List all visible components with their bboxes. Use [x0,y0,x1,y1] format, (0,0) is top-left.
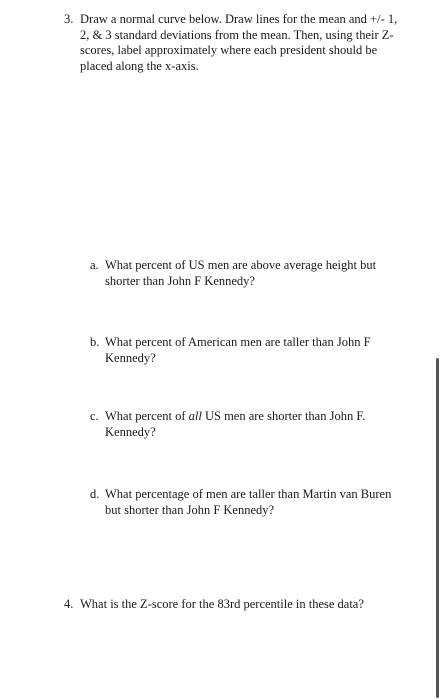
subquestion-d [90,487,400,518]
subquestion-a-text: What percent of US men are above average height but shorter than John F Kennedy? [105,258,377,288]
subquestion-c-text-before: What percent of [105,409,189,423]
subquestion-c-label: c. [90,409,99,423]
subquestion-a [90,258,400,289]
question-3-text: Draw a normal curve below. Draw lines for the mean and +/- 1, 2, & 3 standard deviations from the mean. Then, using their Z-scores, label approximately where each president should be placed along the x-axis. [80,12,398,73]
question-4-text: What is the Z-score for the 83rd percentile in these data? [80,597,364,611]
question-4-number: 4. [64,597,74,611]
subquestion-a-label: a. [90,258,99,272]
subquestion-c-emphasis: all [188,409,202,423]
question-3 [64,12,404,74]
subquestion-c-text [90,409,400,440]
subquestion-c [90,409,400,440]
subquestion-b-label: b. [90,335,100,349]
question-4 [64,597,404,613]
subquestion-d-label: d. [90,487,100,501]
subquestion-c-text-after: US men are shorter than John F. Kennedy? [105,409,366,439]
subquestion-b [90,335,400,366]
vertical-scrollbar[interactable] [436,358,439,698]
subquestion-d-text: What percentage of men are taller than Martin van Buren but shorter than John F Kennedy? [105,487,392,517]
question-3-number: 3. [64,12,74,26]
subquestion-b-text: What percent of American men are taller than John F Kennedy? [105,335,371,365]
